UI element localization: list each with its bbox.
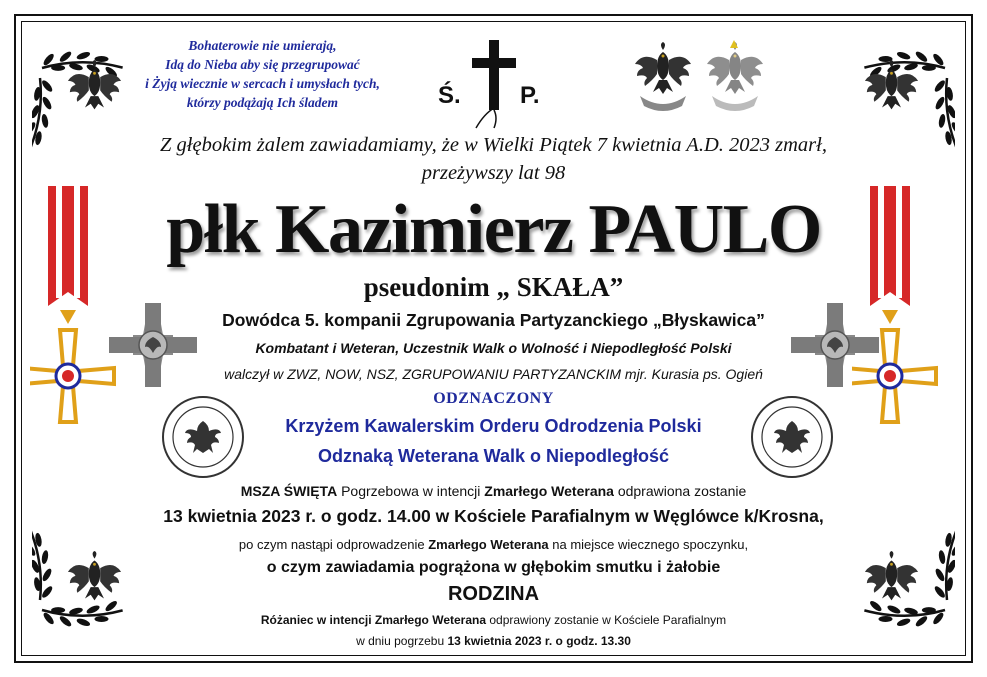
mass-line — [0, 483, 987, 499]
military-eagle-white-icon — [704, 38, 766, 118]
mass-date: 13 kwietnia 2023 r. o godz. 14.00 w Kościele Parafialnym w Węglówce k/Krosna, — [163, 506, 824, 526]
mass-veteran: Zmarłego Weterana — [484, 483, 614, 499]
sp-prefix-s: Ś. — [438, 82, 461, 109]
notice-line: o czym zawiadamia pogrążona w głębokim smutku i żałobie — [266, 559, 721, 576]
poem-line: Bohaterowie nie umierają, — [188, 38, 337, 53]
procession-veteran: Zmarłego Weterana — [428, 537, 549, 552]
procession-line — [0, 537, 987, 552]
poem-line: i Żyją wiecznie w sercach i umysłach tych, — [145, 76, 380, 91]
award-line: Odznaką Weterana Walk o Niepodległość — [317, 446, 670, 466]
deceased-name: płk Kazimierz PAULO — [166, 191, 821, 268]
rosary-text: Różaniec w intencji — [260, 613, 375, 627]
service-line: walczył w ZWZ, NOW, NSZ, ZGRUPOWANIU PARTYZANCKIM mjr. Kurasia ps. Ogień — [224, 366, 763, 382]
cross-icon — [466, 38, 522, 130]
rosary-date-text: w dniu pogrzebu — [356, 634, 448, 648]
military-eagle-grey-icon — [632, 38, 694, 118]
family-signature: RODZINA — [447, 583, 540, 605]
announcement-line: Z głębokim żalem zawiadamiamy, że w Wielki Piątek 7 kwietnia A.D. 2023 zmarł, — [160, 134, 827, 156]
poem-line: którzy podążają Ich śladem — [186, 95, 339, 110]
award-line: Krzyżem Kawalerskim Orderu Odrodzenia Polski — [285, 416, 702, 436]
poem-line: Idą do Nieba aby się przegrupować — [165, 57, 360, 72]
mass-text-end: odprawiona zostanie — [613, 483, 747, 499]
sp-prefix-p: P. — [520, 82, 540, 109]
decorated-heading: ODZNACZONY — [433, 390, 554, 407]
mass-title: MSZA ŚWIĘTA — [240, 483, 338, 499]
mass-text: Pogrzebowa w intencji — [337, 483, 485, 499]
memorial-poem — [110, 36, 415, 112]
commander-role: Dowódca 5. kompanii Zgrupowania Partyzanckiego „Błyskawica” — [222, 310, 765, 330]
procession-text: po czym nastąpi odprowadzenie — [238, 537, 429, 552]
rosary-date: 13 kwietnia 2023 r. o godz. 13.30 — [447, 634, 631, 648]
rosary-text-end: odprawiony zostanie w Kościele Parafialnym — [486, 613, 727, 627]
rosary-veteran: Zmarłego Weterana — [374, 613, 487, 627]
rosary-line — [0, 613, 987, 627]
procession-text-end: na miejsce wiecznego spoczynku, — [548, 537, 749, 552]
veteran-line: Kombatant i Weteran, Uczestnik Walk o Wolność i Niepodległość Polski — [255, 340, 732, 356]
rosary-date-line — [0, 634, 987, 648]
age-line: przeżywszy lat 98 — [421, 162, 566, 184]
pseudonym: pseudonim „ SKAŁA” — [363, 272, 624, 302]
